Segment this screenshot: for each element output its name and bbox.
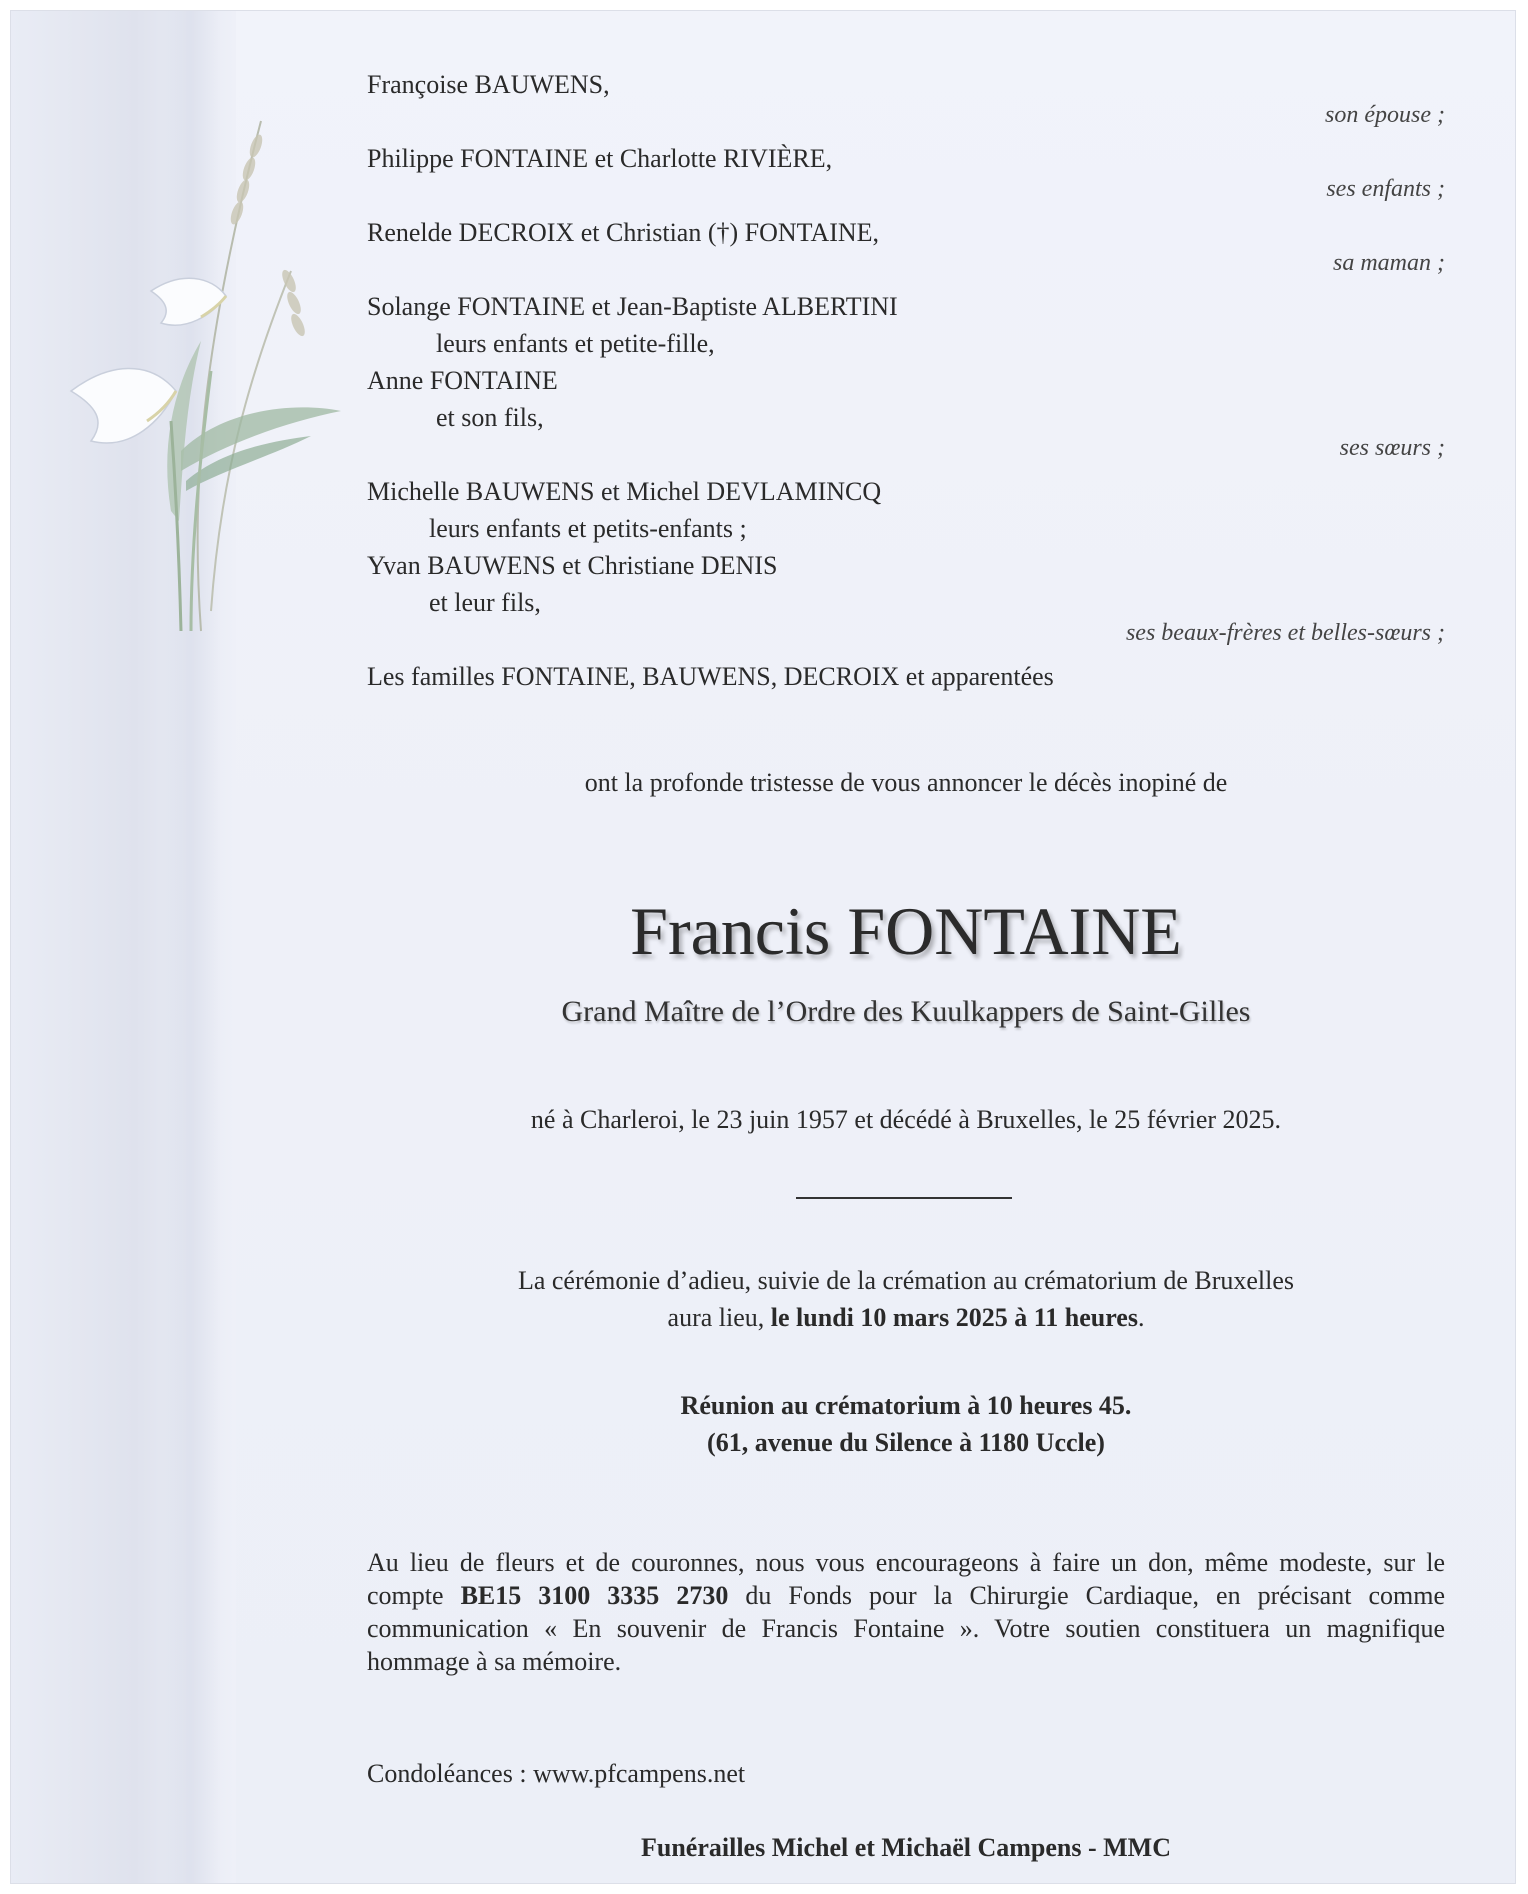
ceremony-line-2 [367, 1303, 1445, 1333]
family-line: Anne FONTAINE [367, 366, 558, 395]
calla-lily-illustration [51, 91, 351, 651]
relation-label: ses sœurs ; [1339, 435, 1445, 461]
announcement-text: ont la profonde tristesse de vous annoncer le décès inopiné de [584, 768, 1228, 797]
family-line: Philippe FONTAINE et Charlotte RIVIÈRE, [367, 144, 833, 173]
donation-text-1: Au lieu de fleurs et de couronnes, nous vous encourageons à faire un don, même modeste, sur le compte [367, 1548, 1445, 1610]
bank-account: BE15 3100 3335 2730 [460, 1581, 729, 1610]
donation-text-2: du Fonds pour la Chirurgie Cardiaque, en précisant comme communication « En souvenir de Francis Fontaine ». Votre soutien constituera un magnifique hommage à sa mémoire. [367, 1581, 1445, 1676]
ceremony-date-time: le lundi 10 mars 2025 à 11 heures [770, 1303, 1138, 1332]
family-line: Françoise BAUWENS, [367, 70, 610, 99]
relation-label: sa maman ; [1333, 250, 1445, 276]
crematorium-address: (61, avenue du Silence à 1180 Uccle) [707, 1428, 1105, 1457]
family-line: et son fils, [436, 403, 544, 432]
family-line: et leur fils, [429, 588, 541, 617]
family-line: Solange FONTAINE et Jean-Baptiste ALBERTINI [367, 292, 898, 321]
deceased-title: Grand Maître de l’Ordre des Kuulkappers de Saint-Gilles [561, 995, 1251, 1028]
funeral-home-footer: Funérailles Michel et Michaël Campens - MMC [641, 1833, 1171, 1862]
condolences-link[interactable]: Condoléances : www.pfcampens.net [367, 1759, 746, 1788]
family-line: leurs enfants et petite-fille, [436, 329, 715, 358]
family-line: Yvan BAUWENS et Christiane DENIS [367, 551, 778, 580]
family-line: leurs enfants et petits-enfants ; [429, 514, 747, 543]
divider-line [796, 1197, 1012, 1199]
family-line: Les familles FONTAINE, BAUWENS, DECROIX et apparentées [367, 662, 1054, 691]
family-line: Michelle BAUWENS et Michel DEVLAMINCQ [367, 477, 882, 506]
relation-label: ses enfants ; [1326, 176, 1445, 202]
donation-paragraph [367, 1546, 1445, 1678]
obituary-page [10, 10, 1516, 1884]
ceremony-prefix: aura lieu, [667, 1303, 771, 1332]
ceremony-suffix: . [1137, 1303, 1145, 1332]
relation-label: son épouse ; [1325, 102, 1445, 128]
relation-label: ses beaux-frères et belles-sœurs ; [1125, 620, 1445, 646]
ceremony-line-1: La cérémonie d’adieu, suivie de la crémation au crématorium de Bruxelles [517, 1266, 1295, 1295]
meeting-time: Réunion au crématorium à 10 heures 45. [680, 1391, 1132, 1420]
deceased-name: Francis FONTAINE [630, 893, 1182, 969]
family-line: Renelde DECROIX et Christian (†) FONTAINE, [367, 218, 880, 247]
birth-death-dates: né à Charleroi, le 23 juin 1957 et décédé à Bruxelles, le 25 février 2025. [530, 1105, 1282, 1134]
